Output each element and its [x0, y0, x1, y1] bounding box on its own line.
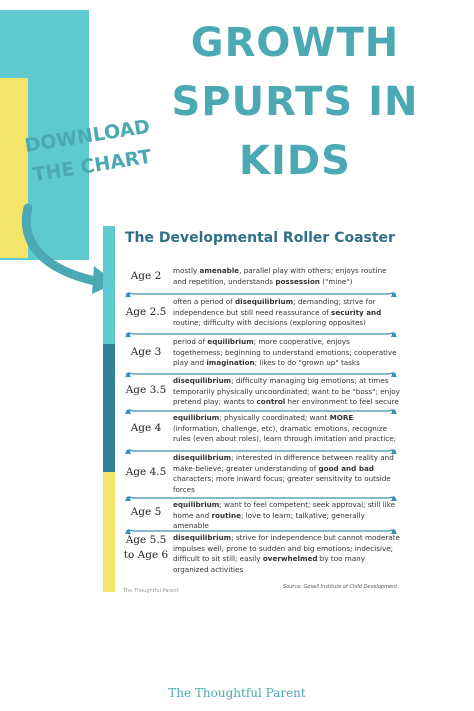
- title-line: GROWTH: [190, 20, 400, 66]
- download-line: THE CHART: [31, 145, 153, 187]
- chart-row: [121, 531, 401, 585]
- age-description: often a period of disequilibrium; demanding; strive for independence but still need reassurance of security and routine; difficulty with decisions (exploring opposites): [173, 297, 382, 328]
- age-description: mostly amenable, parallel play with others; enjoys routine and repetition, understands possession ("mine"): [173, 266, 387, 286]
- developmental-chart: [103, 226, 403, 596]
- chart-footer: The Thoughtful Parent: [123, 588, 179, 594]
- curved-arrow-icon: [0, 170, 120, 300]
- age-description: equilibrium; physically coordinated; want MORE (information, challenge, etc), dramatic emotions, recognize rules (even about roles), learn through imitation and practice;: [173, 413, 397, 444]
- sidebar-band-dark: [103, 344, 115, 472]
- chart-row: [121, 264, 401, 292]
- download-line: DOWNLOAD: [23, 115, 152, 158]
- chart-row: [121, 451, 401, 496]
- chart-row: [121, 295, 401, 332]
- age-description: disequilibrium; interested in difference between reality and make-believe; greater understanding of good and bad characters; more inward focus; greater sensitivity to outside forces: [173, 453, 394, 494]
- age-description: period of equilibrium; more cooperative, enjoys togetherness; beginning to understand emotions; cooperative play and imagination; likes to do "grown up" tasks: [173, 337, 397, 368]
- chart-row: [121, 411, 401, 449]
- chart-source: Source: Gesell Institute of Child Development: [283, 584, 398, 590]
- sidebar-band-yellow: [103, 472, 115, 592]
- age-label: Age 3.5: [125, 384, 167, 396]
- chart-title: The Developmental Roller Coaster: [125, 230, 395, 246]
- age-label: Age 5.5 to Age 6: [123, 534, 169, 561]
- sidebar-band-light: [103, 226, 115, 344]
- age-description: disequilibrium; strive for independence but cannot moderate impulses well; prone to sudden and big emotions; indecisive; difficult to sit still; easily overwhelmed by too many organized activities: [173, 533, 400, 574]
- age-label: Age 4.5: [125, 466, 167, 478]
- page-title: [130, 14, 460, 191]
- chart-row: [121, 335, 401, 372]
- age-label: Age 2.5: [125, 306, 167, 318]
- age-label: Age 2: [130, 270, 162, 282]
- chart-row: [121, 374, 401, 409]
- age-label: Age 4: [130, 422, 162, 434]
- age-description: disequilibrium; difficulty managing big emotions; at times temporarily physically uncoordinated; want to be "boss"; enjoy pretend play; wants to control her environment to feel secure: [173, 376, 400, 407]
- age-label: Age 3: [130, 346, 162, 358]
- title-line: KIDS: [239, 138, 351, 184]
- brand-footer: The Thoughtful Parent: [168, 686, 306, 700]
- title-line: SPURTS IN: [171, 79, 419, 125]
- age-description: equilibrium; want to feel competent; seek approval; still like home and routine; love to learn; talkative; generally amenable: [173, 500, 396, 531]
- chart-row: [121, 498, 401, 529]
- age-label: Age 5: [130, 506, 162, 518]
